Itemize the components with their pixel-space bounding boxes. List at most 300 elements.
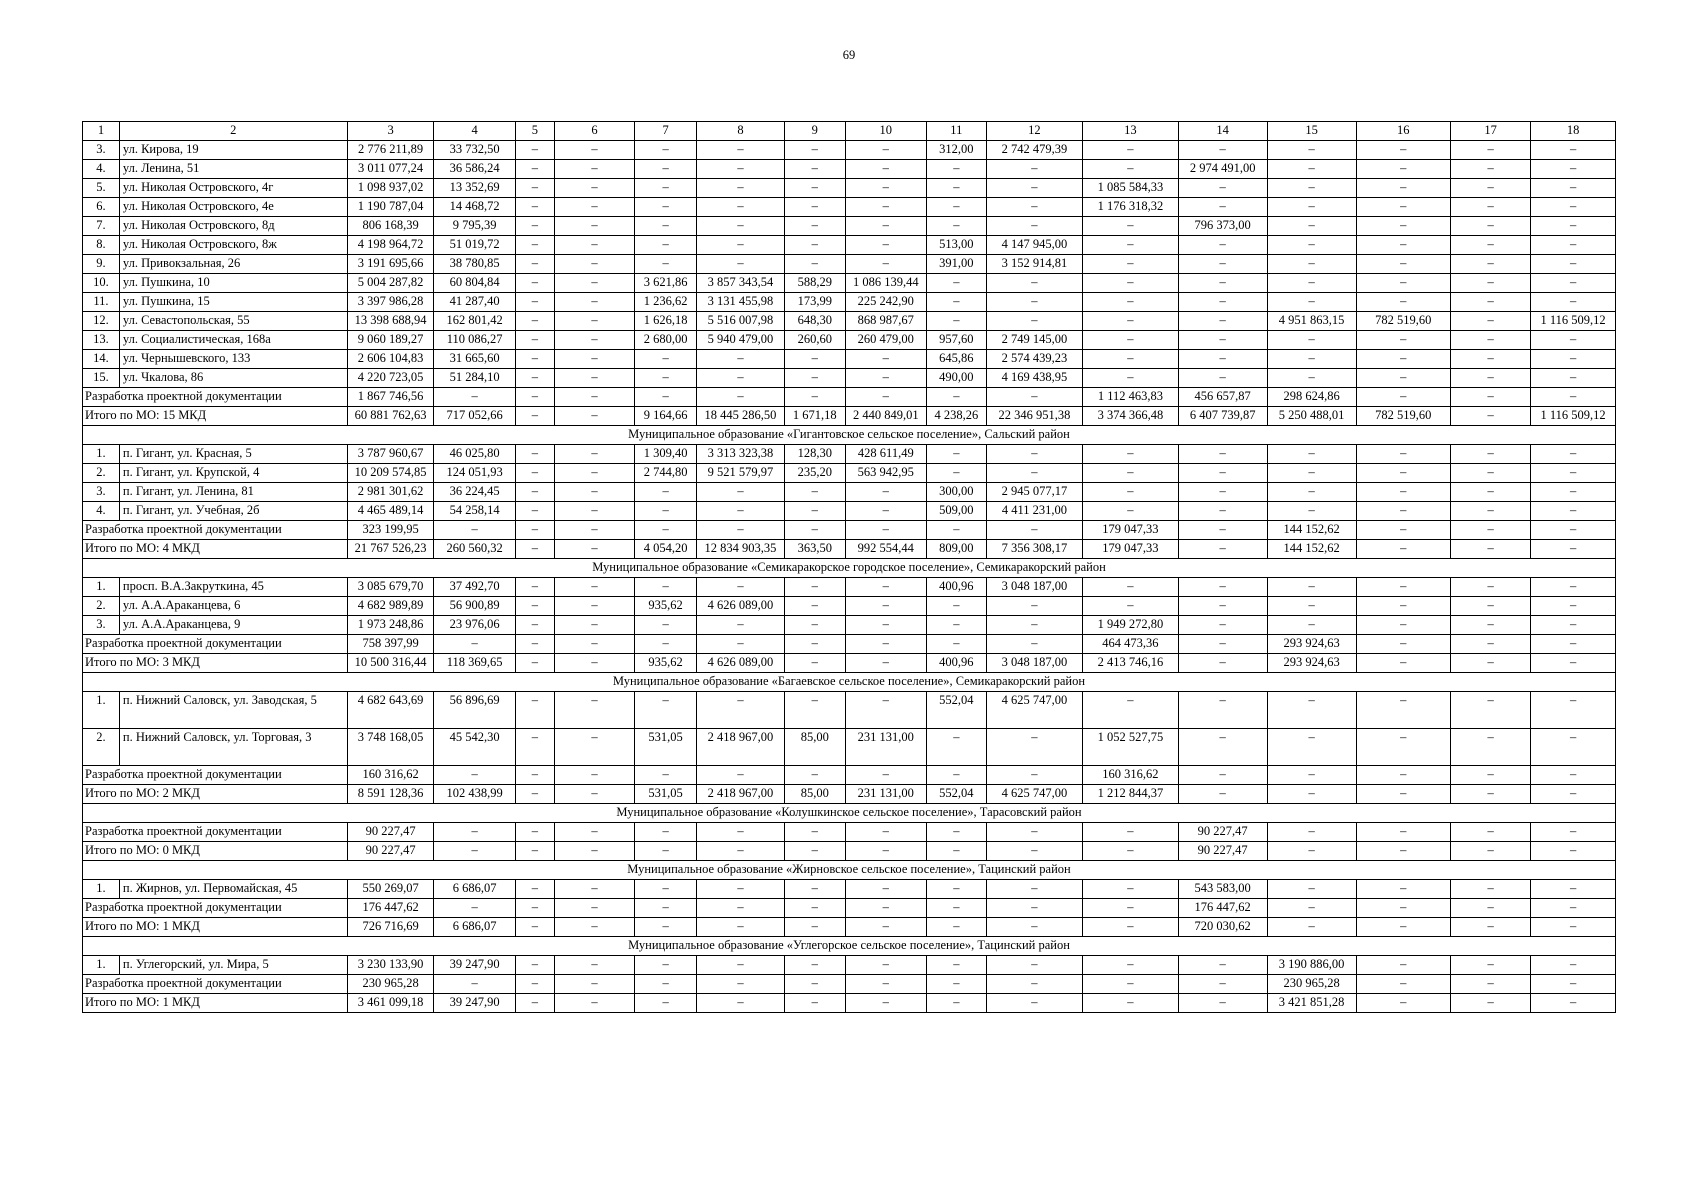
table-cell: – bbox=[554, 635, 634, 654]
table-cell: – bbox=[845, 766, 926, 785]
table-cell: – bbox=[986, 956, 1083, 975]
table-cell: – bbox=[845, 160, 926, 179]
summary-row bbox=[83, 994, 1616, 1013]
table-cell: 4 220 723,05 bbox=[347, 369, 434, 388]
row-number: 9. bbox=[83, 255, 120, 274]
table-cell: – bbox=[1178, 521, 1267, 540]
table-cell: – bbox=[1083, 331, 1178, 350]
table-cell: – bbox=[1267, 331, 1356, 350]
table-cell: – bbox=[845, 823, 926, 842]
table-cell: 22 346 951,38 bbox=[986, 407, 1083, 426]
table-cell: – bbox=[784, 388, 845, 407]
table-cell: – bbox=[515, 217, 554, 236]
table-cell: – bbox=[554, 388, 634, 407]
row-number: 3. bbox=[83, 141, 120, 160]
table-cell: – bbox=[515, 388, 554, 407]
table-cell: 4 147 945,00 bbox=[986, 236, 1083, 255]
table-cell: – bbox=[1531, 274, 1616, 293]
table-cell: – bbox=[1450, 217, 1530, 236]
table-cell: – bbox=[784, 823, 845, 842]
table-cell: – bbox=[635, 160, 697, 179]
table-cell: 36 224,45 bbox=[434, 483, 515, 502]
summary-label: Итого по МО: 15 МКД bbox=[83, 407, 348, 426]
table-cell: 868 987,67 bbox=[845, 312, 926, 331]
table-cell: – bbox=[784, 350, 845, 369]
table-cell: – bbox=[1531, 729, 1616, 766]
table-cell: – bbox=[1531, 597, 1616, 616]
table-cell: – bbox=[845, 975, 926, 994]
table-cell: – bbox=[697, 521, 785, 540]
table-cell: – bbox=[1531, 616, 1616, 635]
table-cell: – bbox=[784, 236, 845, 255]
table-cell: – bbox=[1178, 274, 1267, 293]
table-cell: – bbox=[515, 369, 554, 388]
table-cell: 2 749 145,00 bbox=[986, 331, 1083, 350]
table-cell: – bbox=[1450, 880, 1530, 899]
table-cell: – bbox=[1083, 842, 1178, 861]
table-cell: – bbox=[986, 975, 1083, 994]
summary-row bbox=[83, 388, 1616, 407]
table-cell: – bbox=[1531, 918, 1616, 937]
table-cell: – bbox=[635, 502, 697, 521]
table-cell: 648,30 bbox=[784, 312, 845, 331]
table-cell: – bbox=[1531, 521, 1616, 540]
table-cell: 758 397,99 bbox=[347, 635, 434, 654]
row-number: 15. bbox=[83, 369, 120, 388]
table-cell: – bbox=[1531, 540, 1616, 559]
table-cell: – bbox=[554, 464, 634, 483]
table-cell: – bbox=[1356, 918, 1450, 937]
table-cell: 7 356 308,17 bbox=[986, 540, 1083, 559]
table-cell: – bbox=[1356, 255, 1450, 274]
table-cell: – bbox=[784, 369, 845, 388]
table-cell: – bbox=[784, 578, 845, 597]
table-cell: – bbox=[515, 842, 554, 861]
table-cell: – bbox=[1450, 785, 1530, 804]
table-cell: – bbox=[926, 616, 986, 635]
table-cell: – bbox=[986, 445, 1083, 464]
row-number: 2. bbox=[83, 729, 120, 766]
table-cell: – bbox=[434, 899, 515, 918]
table-cell: 3 787 960,67 bbox=[347, 445, 434, 464]
table-cell: – bbox=[1178, 464, 1267, 483]
table-cell: – bbox=[697, 217, 785, 236]
table-cell: 6 686,07 bbox=[434, 880, 515, 899]
table-row bbox=[83, 179, 1616, 198]
table-cell: – bbox=[1083, 880, 1178, 899]
table-cell: – bbox=[515, 350, 554, 369]
table-cell: – bbox=[1356, 842, 1450, 861]
table-cell: – bbox=[1267, 369, 1356, 388]
row-number: 1. bbox=[83, 692, 120, 729]
table-cell: – bbox=[1267, 616, 1356, 635]
table-cell: 1 867 746,56 bbox=[347, 388, 434, 407]
table-cell: – bbox=[926, 597, 986, 616]
table-cell: 2 776 211,89 bbox=[347, 141, 434, 160]
table-cell: – bbox=[1267, 217, 1356, 236]
table-cell: – bbox=[1531, 994, 1616, 1013]
table-cell: 231 131,00 bbox=[845, 785, 926, 804]
table-cell: 176 447,62 bbox=[347, 899, 434, 918]
table-cell: – bbox=[1178, 654, 1267, 673]
summary-label: Разработка проектной документации bbox=[83, 766, 348, 785]
row-number: 1. bbox=[83, 880, 120, 899]
table-cell: – bbox=[635, 635, 697, 654]
table-cell: – bbox=[554, 692, 634, 729]
table-cell: – bbox=[554, 842, 634, 861]
table-cell: – bbox=[1531, 975, 1616, 994]
table-cell: 2 418 967,00 bbox=[697, 785, 785, 804]
table-cell: – bbox=[515, 236, 554, 255]
table-cell: 3 085 679,70 bbox=[347, 578, 434, 597]
table-cell: – bbox=[1450, 236, 1530, 255]
table-cell: 1 086 139,44 bbox=[845, 274, 926, 293]
table-cell: – bbox=[845, 918, 926, 937]
table-cell: – bbox=[845, 692, 926, 729]
table-cell: 3 461 099,18 bbox=[347, 994, 434, 1013]
table-cell: – bbox=[515, 578, 554, 597]
table-cell: 160 316,62 bbox=[347, 766, 434, 785]
table-cell: – bbox=[554, 274, 634, 293]
table-cell: – bbox=[986, 635, 1083, 654]
table-cell: 90 227,47 bbox=[347, 823, 434, 842]
table-cell: – bbox=[845, 521, 926, 540]
table-cell: – bbox=[635, 918, 697, 937]
table-cell: – bbox=[515, 956, 554, 975]
column-number-13: 13 bbox=[1083, 122, 1178, 141]
table-cell: 509,00 bbox=[926, 502, 986, 521]
table-cell: – bbox=[1356, 388, 1450, 407]
table-cell: – bbox=[1356, 502, 1450, 521]
table-cell: – bbox=[1531, 654, 1616, 673]
table-cell: – bbox=[1178, 616, 1267, 635]
table-row bbox=[83, 293, 1616, 312]
section-header-row bbox=[83, 804, 1616, 823]
table-cell: – bbox=[554, 956, 634, 975]
summary-label: Итого по МО: 0 МКД bbox=[83, 842, 348, 861]
address-cell: ул. Кирова, 19 bbox=[119, 141, 347, 160]
table-cell: – bbox=[1450, 578, 1530, 597]
table-cell: – bbox=[434, 521, 515, 540]
table-cell: – bbox=[1531, 179, 1616, 198]
table-cell: – bbox=[554, 483, 634, 502]
table-cell: – bbox=[1083, 255, 1178, 274]
table-cell: – bbox=[515, 766, 554, 785]
table-cell: – bbox=[515, 483, 554, 502]
table-cell: 18 445 286,50 bbox=[697, 407, 785, 426]
table-cell: – bbox=[1450, 350, 1530, 369]
table-cell: 809,00 bbox=[926, 540, 986, 559]
table-cell: 3 131 455,98 bbox=[697, 293, 785, 312]
table-cell: – bbox=[1356, 994, 1450, 1013]
table-cell: – bbox=[515, 597, 554, 616]
table-cell: 2 606 104,83 bbox=[347, 350, 434, 369]
table-cell: 6 686,07 bbox=[434, 918, 515, 937]
table-cell: – bbox=[1178, 483, 1267, 502]
address-cell: ул. Николая Островского, 8д bbox=[119, 217, 347, 236]
table-cell: – bbox=[1531, 236, 1616, 255]
summary-row bbox=[83, 407, 1616, 426]
table-cell: – bbox=[986, 823, 1083, 842]
table-cell: 2 574 439,23 bbox=[986, 350, 1083, 369]
table-row bbox=[83, 312, 1616, 331]
table-cell: 162 801,42 bbox=[434, 312, 515, 331]
section-title: Муниципальное образование «Колушкинское сельское поселение», Тарасовский район bbox=[83, 804, 1616, 823]
table-cell: 3 621,86 bbox=[635, 274, 697, 293]
row-number: 10. bbox=[83, 274, 120, 293]
table-cell: – bbox=[845, 899, 926, 918]
table-cell: – bbox=[1531, 350, 1616, 369]
summary-label: Разработка проектной документации bbox=[83, 635, 348, 654]
table-cell: – bbox=[515, 464, 554, 483]
section-header-row bbox=[83, 559, 1616, 578]
table-cell: 588,29 bbox=[784, 274, 845, 293]
table-cell: 4 626 089,00 bbox=[697, 654, 785, 673]
table-cell: – bbox=[1450, 692, 1530, 729]
table-cell: – bbox=[1267, 445, 1356, 464]
table-row bbox=[83, 692, 1616, 729]
table-row bbox=[83, 198, 1616, 217]
table-cell: – bbox=[1267, 483, 1356, 502]
table-cell: – bbox=[1267, 236, 1356, 255]
table-cell: – bbox=[1450, 483, 1530, 502]
table-cell: – bbox=[1450, 274, 1530, 293]
table-cell: – bbox=[1356, 350, 1450, 369]
table-cell: – bbox=[1450, 521, 1530, 540]
table-cell: 1 190 787,04 bbox=[347, 198, 434, 217]
table-cell: 36 586,24 bbox=[434, 160, 515, 179]
summary-row bbox=[83, 785, 1616, 804]
table-cell: 41 287,40 bbox=[434, 293, 515, 312]
table-cell: – bbox=[784, 956, 845, 975]
table-cell: 293 924,63 bbox=[1267, 654, 1356, 673]
table-cell: – bbox=[1178, 578, 1267, 597]
address-cell: п. Нижний Саловск, ул. Торговая, 3 bbox=[119, 729, 347, 766]
table-cell: – bbox=[845, 369, 926, 388]
table-cell: – bbox=[515, 255, 554, 274]
table-cell: 3 011 077,24 bbox=[347, 160, 434, 179]
table-cell: – bbox=[1083, 217, 1178, 236]
table-cell: – bbox=[515, 823, 554, 842]
table-cell: 1 949 272,80 bbox=[1083, 616, 1178, 635]
table-cell: 1 052 527,75 bbox=[1083, 729, 1178, 766]
table-cell: 3 374 366,48 bbox=[1083, 407, 1178, 426]
table-cell: – bbox=[554, 975, 634, 994]
table-cell: – bbox=[1178, 540, 1267, 559]
program-table bbox=[82, 121, 1616, 1013]
table-cell: – bbox=[1531, 785, 1616, 804]
table-cell: 5 250 488,01 bbox=[1267, 407, 1356, 426]
table-cell: 992 554,44 bbox=[845, 540, 926, 559]
table-cell: – bbox=[1531, 141, 1616, 160]
table-cell: – bbox=[515, 160, 554, 179]
table-cell: – bbox=[1083, 236, 1178, 255]
column-number-17: 17 bbox=[1450, 122, 1530, 141]
table-cell: – bbox=[1531, 331, 1616, 350]
table-cell: – bbox=[1267, 899, 1356, 918]
table-cell: – bbox=[845, 597, 926, 616]
table-cell: 176 447,62 bbox=[1178, 899, 1267, 918]
table-cell: – bbox=[784, 179, 845, 198]
table-cell: – bbox=[1356, 899, 1450, 918]
table-cell: – bbox=[1178, 729, 1267, 766]
table-cell: 144 152,62 bbox=[1267, 540, 1356, 559]
address-cell: ул. Ленина, 51 bbox=[119, 160, 347, 179]
table-cell: – bbox=[515, 407, 554, 426]
table-row bbox=[83, 502, 1616, 521]
table-cell: 4 198 964,72 bbox=[347, 236, 434, 255]
table-cell: – bbox=[1178, 293, 1267, 312]
table-cell: – bbox=[1356, 464, 1450, 483]
column-number-14: 14 bbox=[1178, 122, 1267, 141]
address-cell: ул. Пушкина, 10 bbox=[119, 274, 347, 293]
table-cell: 260 560,32 bbox=[434, 540, 515, 559]
table-cell: – bbox=[926, 312, 986, 331]
table-cell: – bbox=[986, 597, 1083, 616]
table-cell: – bbox=[434, 766, 515, 785]
table-cell: – bbox=[554, 331, 634, 350]
table-cell: – bbox=[1267, 179, 1356, 198]
row-number: 6. bbox=[83, 198, 120, 217]
table-cell: – bbox=[1356, 785, 1450, 804]
table-cell: – bbox=[1083, 502, 1178, 521]
table-cell: – bbox=[515, 635, 554, 654]
row-number: 12. bbox=[83, 312, 120, 331]
address-cell: ул. Николая Островского, 4г bbox=[119, 179, 347, 198]
column-number-18: 18 bbox=[1531, 122, 1616, 141]
column-number-1: 1 bbox=[83, 122, 120, 141]
table-cell: – bbox=[1083, 141, 1178, 160]
table-cell: 225 242,90 bbox=[845, 293, 926, 312]
table-cell: – bbox=[1450, 407, 1530, 426]
column-number-5: 5 bbox=[515, 122, 554, 141]
table-cell: – bbox=[1356, 331, 1450, 350]
table-cell: – bbox=[784, 597, 845, 616]
table-cell: – bbox=[554, 350, 634, 369]
table-cell: 720 030,62 bbox=[1178, 918, 1267, 937]
table-cell: – bbox=[1178, 141, 1267, 160]
table-cell: – bbox=[554, 729, 634, 766]
table-cell: – bbox=[697, 692, 785, 729]
column-number-6: 6 bbox=[554, 122, 634, 141]
table-cell: – bbox=[986, 616, 1083, 635]
table-cell: 110 086,27 bbox=[434, 331, 515, 350]
table-cell: 298 624,86 bbox=[1267, 388, 1356, 407]
section-header-row bbox=[83, 937, 1616, 956]
table-cell: 31 665,60 bbox=[434, 350, 515, 369]
row-number: 3. bbox=[83, 616, 120, 635]
table-cell: 1 309,40 bbox=[635, 445, 697, 464]
address-cell: п. Жирнов, ул. Первомайская, 45 bbox=[119, 880, 347, 899]
table-cell: 552,04 bbox=[926, 785, 986, 804]
table-cell: – bbox=[554, 918, 634, 937]
summary-label: Итого по МО: 4 МКД bbox=[83, 540, 348, 559]
table-cell: – bbox=[1083, 823, 1178, 842]
table-cell: – bbox=[697, 899, 785, 918]
table-cell: 173,99 bbox=[784, 293, 845, 312]
table-cell: – bbox=[784, 654, 845, 673]
table-cell: – bbox=[1450, 540, 1530, 559]
table-cell: – bbox=[1450, 388, 1530, 407]
table-cell: 1 116 509,12 bbox=[1531, 312, 1616, 331]
table-cell: 23 976,06 bbox=[434, 616, 515, 635]
table-cell: 456 657,87 bbox=[1178, 388, 1267, 407]
table-cell: – bbox=[1450, 616, 1530, 635]
table-cell: 51 019,72 bbox=[434, 236, 515, 255]
table-cell: 38 780,85 bbox=[434, 255, 515, 274]
table-cell: – bbox=[784, 255, 845, 274]
table-cell: – bbox=[1531, 464, 1616, 483]
table-cell: – bbox=[1083, 597, 1178, 616]
table-cell: – bbox=[635, 198, 697, 217]
table-cell: – bbox=[1450, 179, 1530, 198]
table-cell: – bbox=[1450, 975, 1530, 994]
table-cell: – bbox=[697, 956, 785, 975]
table-cell: – bbox=[986, 899, 1083, 918]
table-cell: – bbox=[434, 842, 515, 861]
address-cell: п. Нижний Саловск, ул. Заводская, 5 bbox=[119, 692, 347, 729]
address-cell: просп. В.А.Закруткина, 45 bbox=[119, 578, 347, 597]
table-cell: – bbox=[926, 179, 986, 198]
table-cell: – bbox=[554, 445, 634, 464]
table-cell: – bbox=[845, 956, 926, 975]
table-cell: – bbox=[697, 502, 785, 521]
address-cell: ул. Чкалова, 86 bbox=[119, 369, 347, 388]
table-cell: – bbox=[1267, 597, 1356, 616]
table-cell: – bbox=[1267, 692, 1356, 729]
table-cell: – bbox=[1083, 578, 1178, 597]
table-cell: – bbox=[1356, 274, 1450, 293]
table-cell: – bbox=[986, 521, 1083, 540]
table-cell: – bbox=[554, 236, 634, 255]
table-cell: – bbox=[986, 160, 1083, 179]
table-row bbox=[83, 369, 1616, 388]
table-cell: – bbox=[926, 217, 986, 236]
table-cell: – bbox=[1267, 766, 1356, 785]
table-cell: – bbox=[1450, 141, 1530, 160]
table-cell: 5 004 287,82 bbox=[347, 274, 434, 293]
table-cell: 3 048 187,00 bbox=[986, 578, 1083, 597]
table-cell: 3 397 986,28 bbox=[347, 293, 434, 312]
table-cell: 806 168,39 bbox=[347, 217, 434, 236]
table-cell: 85,00 bbox=[784, 729, 845, 766]
table-cell: – bbox=[1178, 369, 1267, 388]
column-number-3: 3 bbox=[347, 122, 434, 141]
column-number-16: 16 bbox=[1356, 122, 1450, 141]
table-cell: 3 190 886,00 bbox=[1267, 956, 1356, 975]
table-cell: – bbox=[1531, 445, 1616, 464]
table-cell: – bbox=[986, 918, 1083, 937]
table-cell: – bbox=[697, 369, 785, 388]
table-cell: 293 924,63 bbox=[1267, 635, 1356, 654]
table-cell: – bbox=[1356, 597, 1450, 616]
address-cell: ул. Николая Островского, 8ж bbox=[119, 236, 347, 255]
table-cell: – bbox=[554, 217, 634, 236]
table-cell: – bbox=[1083, 160, 1178, 179]
table-cell: – bbox=[635, 692, 697, 729]
table-cell: – bbox=[784, 521, 845, 540]
table-cell: – bbox=[926, 729, 986, 766]
table-cell: – bbox=[1356, 236, 1450, 255]
table-cell: – bbox=[926, 975, 986, 994]
table-cell: – bbox=[635, 217, 697, 236]
table-cell: – bbox=[784, 975, 845, 994]
table-cell: – bbox=[697, 823, 785, 842]
summary-label: Разработка проектной документации bbox=[83, 388, 348, 407]
table-cell: – bbox=[554, 407, 634, 426]
table-cell: – bbox=[635, 388, 697, 407]
table-cell: – bbox=[986, 274, 1083, 293]
